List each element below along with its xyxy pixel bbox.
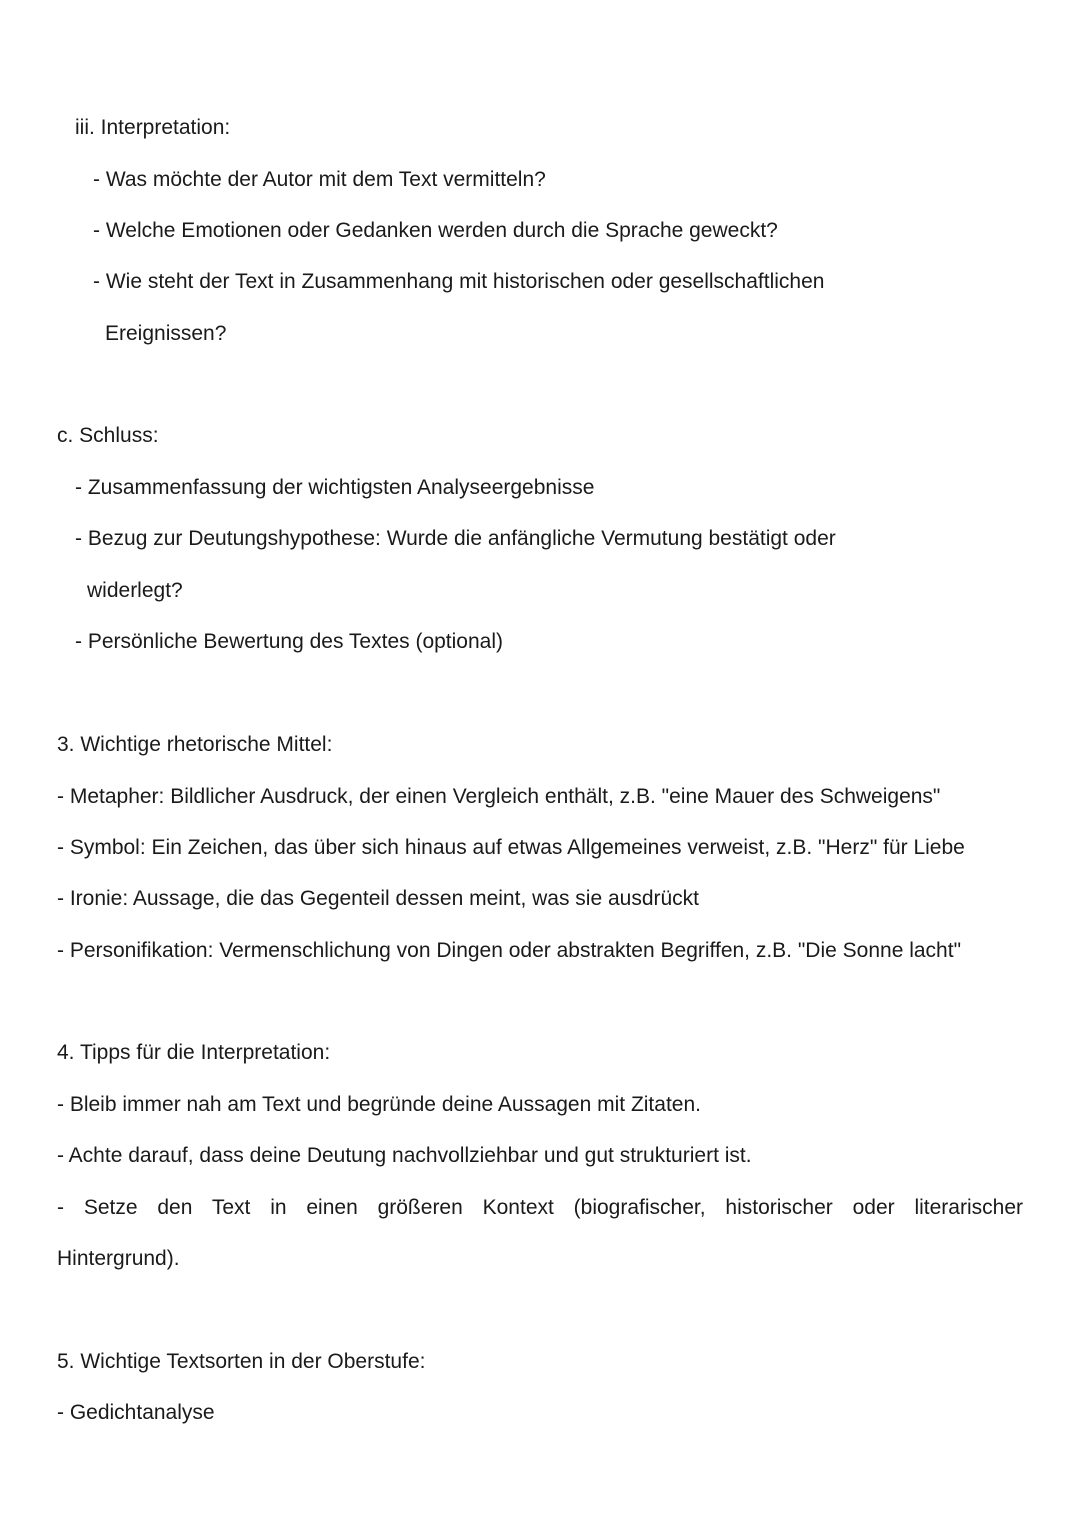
list-item: - Persönliche Bewertung des Textes (optional)	[75, 630, 504, 653]
section-heading-schluss: c. Schluss:	[57, 424, 159, 447]
list-item: - Bleib immer nah am Text und begründe deine Aussagen mit Zitaten.	[57, 1093, 701, 1116]
section-heading-textsorten: 5. Wichtige Textsorten in der Oberstufe:	[57, 1350, 426, 1373]
list-item-continuation: widerlegt?	[87, 579, 183, 602]
list-item: - Welche Emotionen oder Gedanken werden durch die Sprache geweckt?	[93, 219, 778, 242]
list-item: - Ironie: Aussage, die das Gegenteil dessen meint, was sie ausdrückt	[57, 887, 700, 910]
list-item: - Achte darauf, dass deine Deutung nachvollziehbar und gut strukturiert ist.	[57, 1144, 752, 1167]
list-item: - Gedichtanalyse	[57, 1401, 215, 1424]
list-item: - Metapher: Bildlicher Ausdruck, der einen Vergleich enthält, z.B. "eine Mauer des Schweigens"	[57, 785, 941, 808]
section-heading-rhetorik: 3. Wichtige rhetorische Mittel:	[57, 733, 333, 756]
list-item: - Was möchte der Autor mit dem Text vermitteln?	[93, 168, 546, 191]
list-item-continuation: Hintergrund).	[57, 1247, 180, 1270]
list-item: - Zusammenfassung der wichtigsten Analyseergebnisse	[75, 476, 595, 499]
list-item: - Personifikation: Vermenschlichung von Dingen oder abstrakten Begriffen, z.B. "Die Sonne lacht"	[57, 939, 962, 962]
list-item: - Symbol: Ein Zeichen, das über sich hinaus auf etwas Allgemeines verweist, z.B. "Herz" für Liebe	[57, 836, 965, 859]
section-heading-tipps: 4. Tipps für die Interpretation:	[57, 1041, 331, 1064]
section-heading-interpretation: iii. Interpretation:	[75, 116, 231, 139]
list-item: - Bezug zur Deutungshypothese: Wurde die anfängliche Vermutung bestätigt oder	[75, 527, 836, 550]
list-item: - Setze den Text in einen größeren Kontext (biografischer, historischer oder literarischer	[57, 1196, 1023, 1219]
list-item-continuation: Ereignissen?	[105, 322, 227, 345]
list-item: - Wie steht der Text in Zusammenhang mit historischen oder gesellschaftlichen	[93, 270, 825, 293]
